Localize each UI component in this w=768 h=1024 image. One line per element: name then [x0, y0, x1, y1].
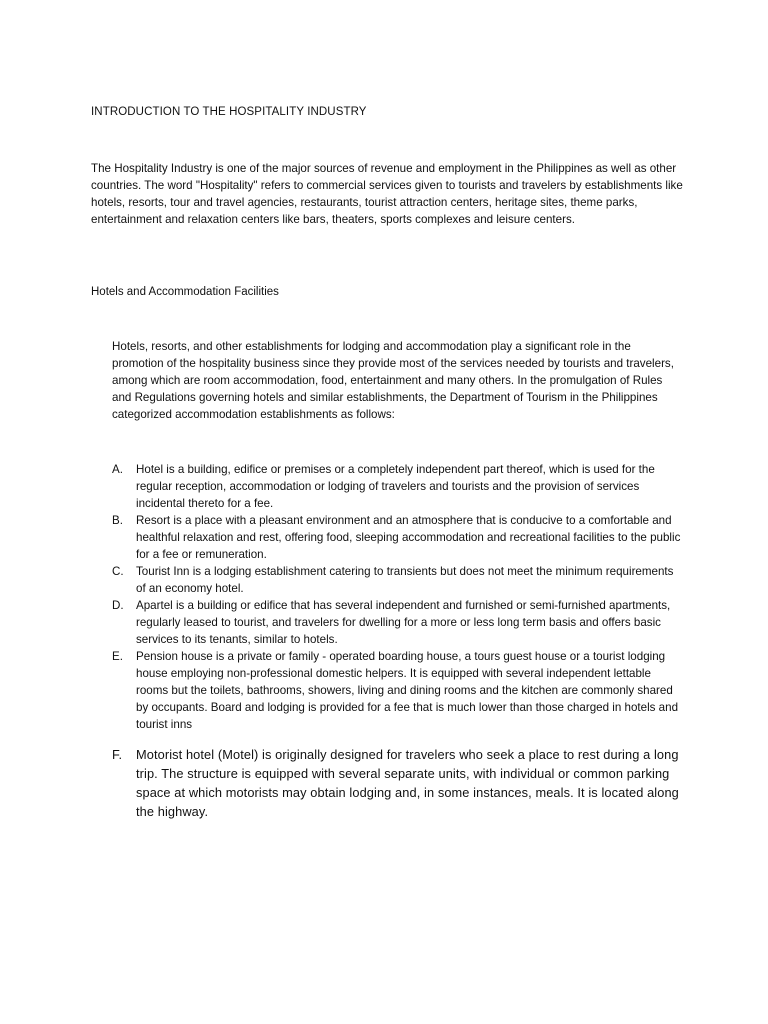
establishment-list	[112, 461, 682, 821]
list-marker: F.	[112, 747, 123, 762]
list-marker: A.	[112, 463, 123, 476]
list-marker: E.	[112, 650, 123, 663]
list-item-pension-house	[112, 648, 682, 733]
list-item-text: Motorist hotel (Motel) is originally designed for travelers who seek a place to rest during a long trip. The structure is equipped with several separate units, with individual or common parking space at which motorists may obtain lodging and, in some instances, meals. It is located along the highway.	[136, 747, 679, 819]
list-item-text: Apartel is a building or edifice that has several independent and furnished or semi-furnished apartments, regularly leased to tourist, and travelers for dwelling for a more or less long term basis and offers basic services to its tenants, similar to hotels.	[136, 599, 671, 646]
section-heading: Hotels and Accommodation Facilities	[91, 286, 279, 298]
list-item-tourist-inn	[112, 563, 682, 597]
list-item-hotel	[112, 461, 682, 512]
list-item-text: Tourist Inn is a lodging establishment catering to transients but does not meet the minimum requirements of an economy hotel.	[136, 565, 674, 595]
list-marker: C.	[112, 565, 124, 578]
list-item-text: Resort is a place with a pleasant environment and an atmosphere that is conducive to a comfortable and healthful relaxation and rest, offering food, sleeping accommodation and recreational facilities to the public for a fee or remuneration.	[136, 514, 681, 561]
list-marker: B.	[112, 514, 123, 527]
list-item-text: Pension house is a private or family - operated boarding house, a tours guest house or a tourist lodging house employing non-professional domestic helpers. It is equipped with several independent lettable rooms but the toilets, bathrooms, showers, living and dining rooms and the kitchen are commonly shared by occupants. Board and lodging is provided for a fee that is much lower than those charged in hotels and tourist inns	[136, 650, 679, 731]
list-item-motel	[112, 745, 682, 821]
list-item-apartel	[112, 597, 682, 648]
intro-paragraph: The Hospitality Industry is one of the major sources of revenue and employment in the Philippines as well as other countries. The word "Hospitality" refers to commercial services given to tourists and travelers by establishments like hotels, resorts, tour and travel agencies, restaurants, tourist attraction centers, heritage sites, theme parks, entertainment and relaxation centers like bars, theaters, sports complexes and leisure centers.	[91, 162, 683, 226]
list-item-resort	[112, 512, 682, 563]
section-paragraph: Hotels, resorts, and other establishments for lodging and accommodation play a significant role in the promotion of the hospitality business since they provide most of the services needed by tourists and travelers, among which are room accommodation, food, entertainment and many others. In the promulgation of Rules and Regulations governing hotels and similar establishments, the Department of Tourism in the Philippines categorized accommodation establishments as follows:	[112, 340, 674, 421]
document-title: INTRODUCTION TO THE HOSPITALITY INDUSTRY	[91, 106, 367, 118]
list-item-text: Hotel is a building, edifice or premises or a completely independent part thereof, which is used for the regular reception, accommodation or lodging of travelers and tourists and the provision of services incidental thereto for a fee.	[136, 463, 655, 510]
list-marker: D.	[112, 599, 124, 612]
